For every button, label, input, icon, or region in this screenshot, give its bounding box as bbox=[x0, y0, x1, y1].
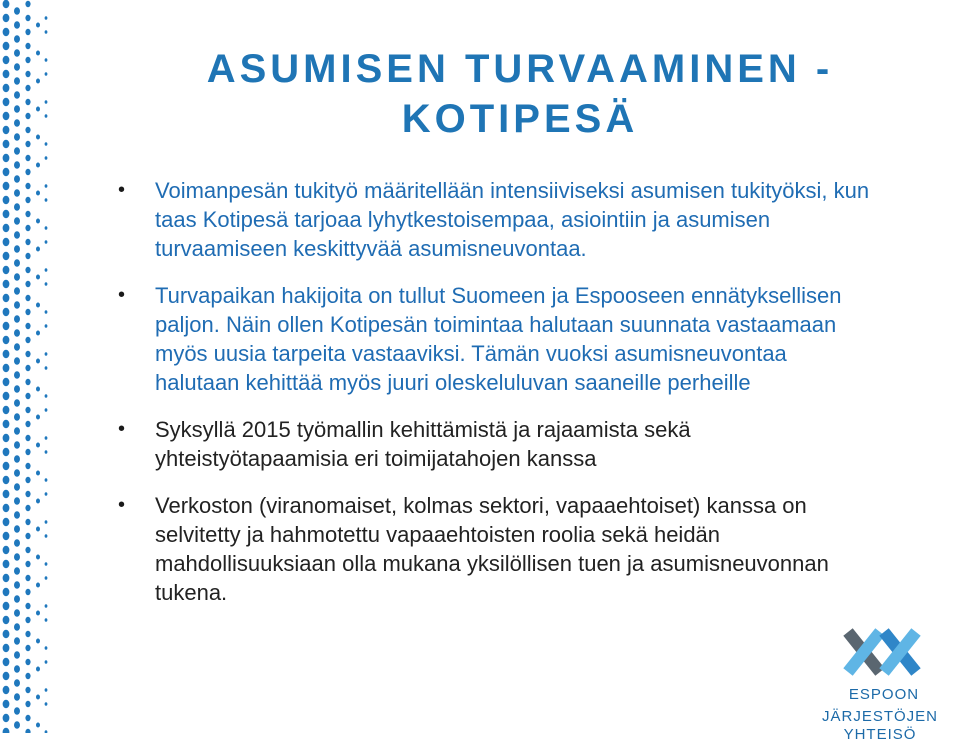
border-dot bbox=[36, 611, 40, 616]
border-dot bbox=[36, 303, 40, 308]
border-dot bbox=[45, 58, 48, 62]
border-dot bbox=[3, 420, 10, 429]
border-dot bbox=[14, 581, 20, 589]
border-dot bbox=[14, 721, 20, 729]
border-dot bbox=[45, 142, 48, 146]
border-dot bbox=[36, 667, 40, 672]
border-dot bbox=[25, 519, 30, 526]
border-dot bbox=[36, 695, 40, 700]
border-dot bbox=[45, 436, 48, 440]
border-dot bbox=[25, 365, 30, 372]
border-dot bbox=[36, 359, 40, 364]
border-dot bbox=[14, 329, 20, 337]
border-dot bbox=[45, 352, 48, 356]
border-dot bbox=[36, 247, 40, 252]
border-dot bbox=[45, 478, 48, 482]
border-dot bbox=[3, 98, 10, 107]
border-dot bbox=[3, 462, 10, 471]
slide-title-line1: ASUMISEN TURVAAMINEN - bbox=[206, 47, 834, 91]
border-dot bbox=[45, 450, 48, 454]
bullet-marker: • bbox=[118, 494, 126, 516]
border-dot bbox=[3, 168, 10, 177]
border-dot bbox=[3, 308, 10, 317]
logo-text-jarjestojen-yhteiso: JÄRJESTÖJEN YHTEISÖ bbox=[821, 708, 938, 743]
border-dot bbox=[25, 337, 30, 344]
border-dot bbox=[3, 140, 10, 149]
border-dot bbox=[25, 281, 30, 288]
border-dot bbox=[25, 491, 30, 498]
border-dot bbox=[25, 351, 30, 358]
border-dot bbox=[25, 645, 30, 652]
border-dot bbox=[36, 387, 40, 392]
slide-title bbox=[150, 44, 890, 144]
border-dot bbox=[45, 562, 48, 566]
border-dot bbox=[36, 107, 40, 112]
border-dot bbox=[25, 225, 30, 232]
border-dot bbox=[3, 616, 10, 625]
border-dot bbox=[25, 1, 30, 8]
border-dot bbox=[25, 477, 30, 484]
logo-text-espoon: ESPOON bbox=[848, 686, 920, 703]
border-dot bbox=[25, 449, 30, 456]
border-dot bbox=[14, 525, 20, 533]
border-dot bbox=[3, 56, 10, 65]
border-dot bbox=[3, 560, 10, 569]
border-dot bbox=[14, 469, 20, 477]
border-dot bbox=[14, 245, 20, 253]
border-dot bbox=[14, 371, 20, 379]
border-dot bbox=[36, 331, 40, 336]
border-dot bbox=[14, 595, 20, 603]
border-dot bbox=[3, 602, 10, 611]
border-dot bbox=[3, 154, 10, 163]
border-dot bbox=[14, 497, 20, 505]
border-dot bbox=[14, 217, 20, 225]
border-dot bbox=[14, 301, 20, 309]
border-dot bbox=[45, 660, 48, 664]
bullet-item-verkosto bbox=[118, 491, 875, 607]
border-dot bbox=[25, 547, 30, 554]
border-dot bbox=[45, 576, 48, 580]
border-dot bbox=[45, 72, 48, 76]
bullet-marker: • bbox=[118, 418, 126, 440]
border-dot bbox=[36, 191, 40, 196]
border-dot bbox=[3, 490, 10, 499]
border-dot bbox=[25, 407, 30, 414]
border-dot bbox=[45, 156, 48, 160]
border-dot bbox=[45, 702, 48, 706]
border-dot bbox=[36, 583, 40, 588]
border-dot bbox=[36, 555, 40, 560]
border-dot bbox=[25, 43, 30, 50]
border-dot bbox=[3, 196, 10, 205]
border-dot bbox=[3, 126, 10, 135]
border-dot bbox=[3, 546, 10, 555]
bullet-text: Voimanpesän tukityö määritellään intensiiviseksi asumisen tukityöksi, kun taas Kotipesä tarjoaa lyhytkestoisempaa, asiointiin ja asumisen turvaamiseen keskittyvää asumisneuvontaa. bbox=[155, 178, 870, 261]
border-dot bbox=[14, 609, 20, 617]
border-dot bbox=[3, 350, 10, 359]
border-dot bbox=[25, 253, 30, 260]
border-dot bbox=[25, 575, 30, 582]
border-dot bbox=[14, 91, 20, 99]
bullet-text: Syksyllä 2015 työmallin kehittämistä ja rajaamista sekä yhteistyötapaamisia eri toimijatahojen kanssa bbox=[155, 417, 691, 471]
border-dot bbox=[3, 336, 10, 345]
border-dot bbox=[45, 520, 48, 524]
border-dot bbox=[3, 84, 10, 93]
border-dot bbox=[3, 182, 10, 191]
bullet-marker: • bbox=[118, 179, 126, 201]
bullet-text: Verkoston (viranomaiset, kolmas sektori, vapaaehtoiset) kanssa on selvitetty ja hahmotettu vapaaehtoisten roolia sekä heidän mahdollisuuksiaan olla mukana yksilöllisen tuen ja asumisneuvonnan tukena. bbox=[155, 493, 829, 605]
border-dot bbox=[14, 665, 20, 673]
border-dot bbox=[14, 175, 20, 183]
bullet-marker: • bbox=[118, 284, 126, 306]
border-dot bbox=[14, 105, 20, 113]
border-dot bbox=[45, 198, 48, 202]
border-dot bbox=[45, 366, 48, 370]
border-dot bbox=[14, 35, 20, 43]
border-dot bbox=[3, 28, 10, 37]
border-dot bbox=[45, 646, 48, 650]
border-dot bbox=[3, 448, 10, 457]
border-dot bbox=[36, 527, 40, 532]
border-dot bbox=[25, 71, 30, 78]
border-dot bbox=[45, 618, 48, 622]
border-dot bbox=[14, 511, 20, 519]
border-dot bbox=[25, 197, 30, 204]
border-dot bbox=[45, 240, 48, 244]
border-dot bbox=[3, 672, 10, 681]
border-dot bbox=[25, 673, 30, 680]
border-dot bbox=[3, 14, 10, 23]
border-dot bbox=[14, 315, 20, 323]
border-dot bbox=[25, 323, 30, 330]
border-dot bbox=[25, 729, 30, 733]
border-dot bbox=[25, 113, 30, 120]
border-dot bbox=[25, 631, 30, 638]
border-dot bbox=[3, 714, 10, 723]
border-dot bbox=[25, 127, 30, 134]
border-dot bbox=[3, 224, 10, 233]
border-dot bbox=[14, 7, 20, 15]
border-dot bbox=[45, 226, 48, 230]
border-dot bbox=[45, 282, 48, 286]
border-dot bbox=[36, 443, 40, 448]
border-dot bbox=[45, 394, 48, 398]
border-dot bbox=[3, 434, 10, 443]
slide-title-line2: KOTIPESÄ bbox=[401, 97, 639, 141]
border-dot bbox=[25, 169, 30, 176]
bullet-list bbox=[118, 176, 875, 625]
border-dot bbox=[14, 357, 20, 365]
border-dot bbox=[3, 700, 10, 709]
border-dot bbox=[36, 79, 40, 84]
bullet-item-voimanpesa bbox=[118, 176, 875, 263]
border-dot bbox=[25, 211, 30, 218]
border-dot bbox=[3, 266, 10, 275]
bullet-text: Turvapaikan hakijoita on tullut Suomeen ja Espooseen ennätyksellisen paljon. Näin ollen Kotipesän toimintaa halutaan suunnata vastaamaan myös uusia tarpeita vastaaviksi. Tämän vuoksi asumisneuvontaa halutaan kehittää myös juuri oleskeluluvan saaneille perheille bbox=[155, 283, 842, 395]
border-dot bbox=[25, 155, 30, 162]
border-dot bbox=[45, 492, 48, 496]
border-dot bbox=[14, 119, 20, 127]
border-dot bbox=[25, 687, 30, 694]
border-dot bbox=[14, 77, 20, 85]
border-dot bbox=[3, 728, 10, 733]
border-dot bbox=[3, 0, 10, 8]
border-dot bbox=[36, 51, 40, 56]
border-dot bbox=[25, 141, 30, 148]
border-dot bbox=[25, 421, 30, 428]
border-dot bbox=[14, 273, 20, 281]
border-dot bbox=[3, 238, 10, 247]
border-dot bbox=[14, 427, 20, 435]
border-dot bbox=[25, 603, 30, 610]
border-dot bbox=[14, 63, 20, 71]
border-dot bbox=[25, 435, 30, 442]
border-dot bbox=[3, 476, 10, 485]
border-dot bbox=[45, 100, 48, 104]
dotted-border-decoration bbox=[0, 0, 50, 733]
border-dot bbox=[25, 57, 30, 64]
border-dot bbox=[14, 133, 20, 141]
border-dot bbox=[14, 21, 20, 29]
border-dot bbox=[3, 504, 10, 513]
border-dot bbox=[14, 553, 20, 561]
border-dot bbox=[25, 533, 30, 540]
border-dot bbox=[14, 455, 20, 463]
border-dot bbox=[14, 399, 20, 407]
border-dot bbox=[14, 413, 20, 421]
border-dot bbox=[45, 16, 48, 20]
border-dot bbox=[3, 252, 10, 261]
border-dot bbox=[25, 15, 30, 22]
border-dot bbox=[3, 392, 10, 401]
border-dot bbox=[3, 518, 10, 527]
border-dot bbox=[14, 147, 20, 155]
border-dot bbox=[25, 505, 30, 512]
border-dot bbox=[45, 114, 48, 118]
bullet-item-turvapaikka bbox=[118, 281, 875, 397]
border-dot bbox=[14, 567, 20, 575]
border-dot bbox=[25, 29, 30, 36]
border-dot bbox=[14, 161, 20, 169]
border-dot bbox=[25, 589, 30, 596]
border-dot bbox=[45, 408, 48, 412]
border-dot bbox=[25, 85, 30, 92]
border-dot bbox=[25, 99, 30, 106]
border-dot bbox=[36, 23, 40, 28]
border-dot bbox=[25, 267, 30, 274]
border-dot bbox=[3, 70, 10, 79]
border-dot bbox=[36, 723, 40, 728]
border-dot bbox=[14, 637, 20, 645]
border-dot bbox=[36, 639, 40, 644]
border-dot bbox=[14, 343, 20, 351]
border-dot bbox=[45, 324, 48, 328]
border-dot bbox=[3, 588, 10, 597]
border-dot bbox=[45, 310, 48, 314]
border-dot bbox=[3, 280, 10, 289]
border-dot bbox=[14, 287, 20, 295]
border-dot bbox=[25, 617, 30, 624]
border-dot bbox=[45, 268, 48, 272]
border-dot bbox=[3, 658, 10, 667]
border-dot bbox=[3, 364, 10, 373]
border-dot bbox=[14, 259, 20, 267]
border-dot bbox=[25, 659, 30, 666]
border-dot bbox=[36, 499, 40, 504]
border-dot bbox=[25, 295, 30, 302]
border-dot bbox=[3, 112, 10, 121]
border-dot bbox=[14, 189, 20, 197]
border-dot bbox=[3, 630, 10, 639]
border-dot bbox=[25, 715, 30, 722]
border-dot bbox=[14, 203, 20, 211]
border-dot bbox=[25, 379, 30, 386]
border-dot bbox=[45, 184, 48, 188]
espoo-jarjestojen-yhteiso-logo bbox=[800, 620, 960, 743]
bullet-item-syksylla bbox=[118, 415, 875, 473]
border-dot bbox=[3, 686, 10, 695]
border-dot bbox=[25, 701, 30, 708]
border-dot bbox=[36, 415, 40, 420]
border-dot bbox=[3, 322, 10, 331]
border-dot bbox=[3, 42, 10, 51]
border-dot bbox=[45, 604, 48, 608]
border-dot bbox=[36, 135, 40, 140]
border-dot bbox=[3, 574, 10, 583]
border-dot bbox=[3, 210, 10, 219]
border-dot bbox=[36, 275, 40, 280]
border-dot bbox=[45, 688, 48, 692]
border-dot bbox=[14, 679, 20, 687]
border-dot bbox=[3, 644, 10, 653]
border-dot bbox=[14, 441, 20, 449]
border-dot bbox=[25, 561, 30, 568]
border-dot bbox=[14, 651, 20, 659]
border-dot bbox=[45, 30, 48, 34]
border-dot bbox=[14, 693, 20, 701]
border-dot bbox=[36, 219, 40, 224]
border-dot bbox=[25, 183, 30, 190]
border-dot bbox=[14, 385, 20, 393]
border-dot bbox=[3, 294, 10, 303]
border-dot bbox=[25, 463, 30, 470]
border-dot bbox=[45, 534, 48, 538]
border-dot bbox=[3, 406, 10, 415]
border-dot bbox=[25, 393, 30, 400]
border-dot bbox=[36, 163, 40, 168]
border-dot bbox=[14, 539, 20, 547]
border-dot bbox=[25, 309, 30, 316]
border-dot bbox=[14, 49, 20, 57]
border-dot bbox=[14, 707, 20, 715]
border-dot bbox=[14, 483, 20, 491]
border-dot bbox=[14, 623, 20, 631]
border-dot bbox=[3, 532, 10, 541]
cross-mark-icon bbox=[842, 626, 922, 678]
border-dot bbox=[25, 239, 30, 246]
border-dot bbox=[14, 231, 20, 239]
border-dot bbox=[36, 471, 40, 476]
border-dot bbox=[3, 378, 10, 387]
